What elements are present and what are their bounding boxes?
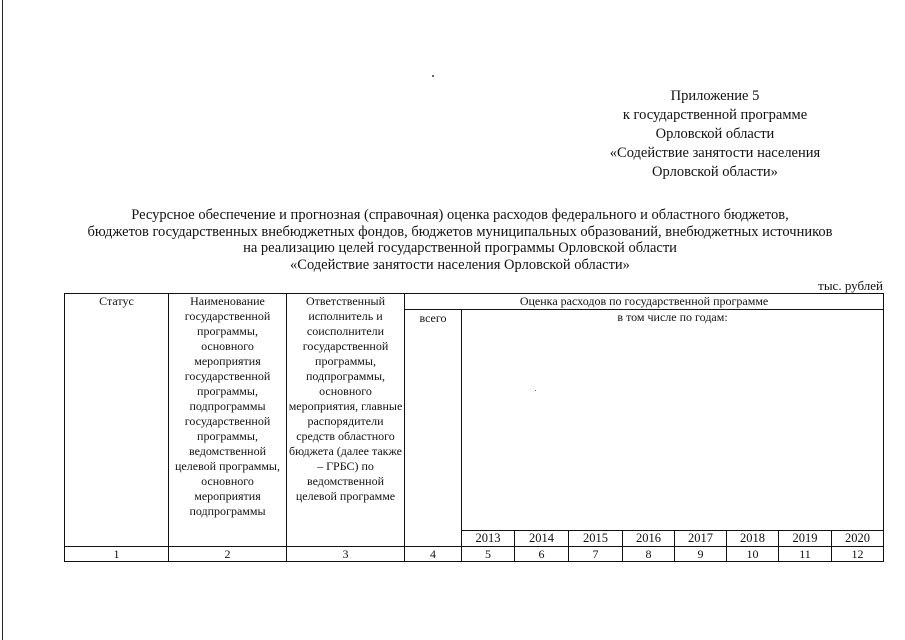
header-year: 2017 xyxy=(675,531,727,547)
column-number: 12 xyxy=(832,547,884,562)
column-number: 11 xyxy=(779,547,832,562)
header-status: Статус xyxy=(65,294,169,547)
document-title xyxy=(40,207,880,273)
page-left-edge xyxy=(2,0,3,640)
column-number: 9 xyxy=(675,547,727,562)
header-year: 2015 xyxy=(569,531,623,547)
header-year: 2016 xyxy=(623,531,675,547)
header-year: 2020 xyxy=(832,531,884,547)
units-label: тыс. рублей xyxy=(818,278,883,293)
column-number-row xyxy=(65,547,884,562)
header-year: 2018 xyxy=(727,531,779,547)
column-number: 8 xyxy=(623,547,675,562)
header-by-years: в том числе по годам: xyxy=(462,310,884,531)
appendix-line: к государственной программе xyxy=(622,107,808,123)
budget-table xyxy=(64,293,884,562)
column-number: 1 xyxy=(65,547,169,562)
header-year: 2014 xyxy=(515,531,569,547)
speck-mark xyxy=(432,75,434,77)
column-number: 7 xyxy=(569,547,623,562)
column-number: 5 xyxy=(462,547,515,562)
column-number: 2 xyxy=(169,547,287,562)
title-line: бюджетов государственных внебюджетных фондов, бюджетов муниципальных образований, внебюджетных источников xyxy=(87,223,833,240)
column-number: 6 xyxy=(515,547,569,562)
appendix-line: «Содействие занятости населения xyxy=(609,145,821,161)
appendix-header xyxy=(560,87,870,182)
title-line: «Содействие занятости населения Орловской области» xyxy=(290,256,630,273)
appendix-line: Орловской области xyxy=(655,126,775,142)
appendix-line: Орловской области» xyxy=(652,164,778,180)
header-year: 2019 xyxy=(779,531,832,547)
title-line: на реализацию целей государственной программы Орловской области xyxy=(243,240,677,256)
header-total: всего xyxy=(405,310,462,547)
header-executor: Ответственный исполнитель и соисполнители государственной программы, подпрограммы, основного мероприятия, главные распорядители средств областного бюджета (далее также – ГРБС) по ведомственной целевой программе xyxy=(287,294,405,547)
title-line: Ресурсное обеспечение и прогнозная (справочная) оценка расходов федерального и областного бюджетов, xyxy=(131,207,789,223)
appendix-line: Приложение 5 xyxy=(670,88,760,104)
header-estimate: Оценка расходов по государственной программе xyxy=(405,294,884,310)
table-header-row xyxy=(65,294,884,310)
column-number: 10 xyxy=(727,547,779,562)
column-number: 3 xyxy=(287,547,405,562)
header-program-name: Наименование государственной программы, основного мероприятия государственной программы, подпрограммы государственной программы, ведомственной целевой программы, основного мероприятия подпрограммы xyxy=(169,294,287,547)
header-year: 2013 xyxy=(462,531,515,547)
column-number: 4 xyxy=(405,547,462,562)
